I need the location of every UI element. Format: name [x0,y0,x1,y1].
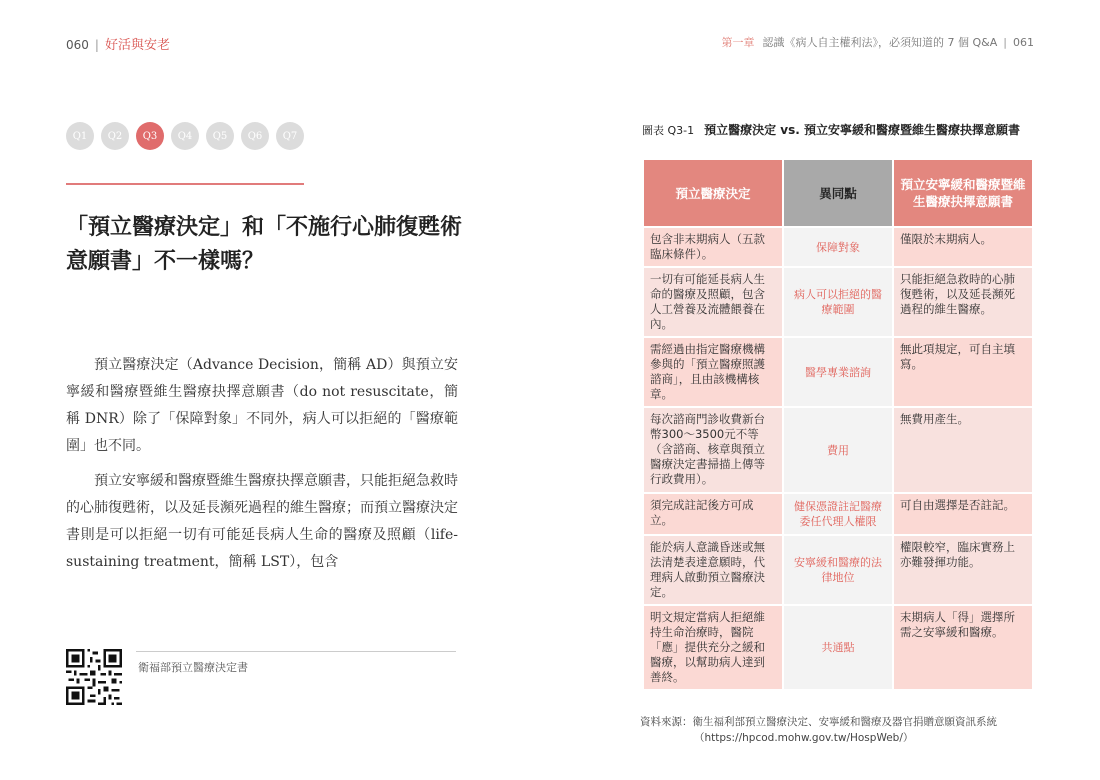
cell-dnr: 無此項規定，可自主填寫。 [894,338,1032,406]
figure-source [640,714,1040,746]
cell-ad: 一切有可能延長病人生命的醫療及照顧，包含人工營養及流體餵養在內。 [644,268,782,336]
body-paragraph-1: 預立醫療決定（Advance Decision，簡稱 AD）與預立安寧緩和醫療暨維生醫療抉擇意願書（do not resuscitate，簡稱 DNR）除了「保障對象」不同外，病人可以拒絕的「醫療範圍」也不同。 [66,357,458,454]
cell-dnr: 無費用產生。 [894,408,1032,492]
cell-ad: 包含非末期病人（五款臨床條件）。 [644,228,782,266]
table-row [644,268,1032,336]
chapter-label: 第一章 [721,36,755,49]
table-row [644,536,1032,604]
book-title: 好活與安老 [104,38,170,53]
cell-dnr: 僅限於末期病人。 [894,228,1032,266]
figure-caption: 預立醫療決定 vs. 預立安寧緩和醫療暨維生醫療抉擇意願書 [704,123,1021,137]
cell-diff: 保障對象 [784,228,892,266]
right-page-number: 061 [1013,36,1034,49]
cell-diff: 共通點 [784,606,892,689]
q2-marker: Q2 [101,122,129,150]
q4-marker: Q4 [171,122,199,150]
left-page-number: 060 [66,38,89,52]
table-header-row [644,160,1032,226]
right-page-header: 第一章 認識《病人自主權利法》，必須知道的 7 個 Q&A | 061 [721,36,1034,49]
cell-dnr: 權限較窄，臨床實務上亦難發揮功能。 [894,536,1032,604]
chapter-title: 認識《病人自主權利法》，必須知道的 7 個 Q&A [762,36,998,49]
comparison-table [642,158,1034,691]
footer-divider [136,651,456,652]
cell-dnr: 可自由選擇是否註記。 [894,494,1032,534]
q5-marker: Q5 [206,122,234,150]
q7-marker: Q7 [276,122,304,150]
cell-diff: 費用 [784,408,892,492]
col-header-ad: 預立醫療決定 [644,160,782,226]
q3-marker-active: Q3 [136,122,164,150]
q6-marker: Q6 [241,122,269,150]
cell-ad: 每次諮商門診收費新台幣300～3500元不等（含諮商、核章與預立醫療決定書掃描上傳等行政費用）。 [644,408,782,492]
cell-ad: 需經過由指定醫療機構參與的「預立醫療照護諮商」，且由該機構核章。 [644,338,782,406]
cell-dnr: 只能拒絕急救時的心肺復甦術，以及延長瀕死過程的維生醫療。 [894,268,1032,336]
body-paragraph-2: 預立安寧緩和醫療暨維生醫療抉擇意願書，只能拒絕急救時的心肺復甦術，以及延長瀕死過程的維生醫療；而預立醫療決定書則是可以拒絕一切有可能延長病人生命的醫療及照顧（life-sustaining treatment，簡稱 LST），包含 [66,473,458,570]
source-text: 資料來源：衛生福利部預立醫療決定、安寧緩和醫療及器官捐贈意願資訊系統 [640,716,997,728]
cell-diff: 醫學專業諮詢 [784,338,892,406]
body-text [66,352,458,584]
source-url: （https://hpcod.mohw.gov.tw/HospWeb/） [694,732,914,744]
page-title: 「預立醫療決定」和「不施行心肺復甦術意願書」不一樣嗎？ [66,214,463,274]
heading-divider [66,183,304,185]
cell-diff: 病人可以拒絕的醫療範圍 [784,268,892,336]
left-page-header: 060 | 好活與安老 [66,38,170,53]
cell-diff: 安寧緩和醫療的法律地位 [784,536,892,604]
cell-dnr: 末期病人「得」選擇所需之安寧緩和醫療。 [894,606,1032,689]
col-header-diff: 異同點 [784,160,892,226]
q1-marker: Q1 [66,122,94,150]
table-row [644,606,1032,689]
table-row [644,408,1032,492]
cell-ad: 能於病人意識昏迷或無法清楚表達意願時，代理病人啟動預立醫療決定。 [644,536,782,604]
table-row [644,494,1032,534]
cell-ad: 須完成註記後方可成立。 [644,494,782,534]
table-row [644,228,1032,266]
footer-caption: 衛福部預立醫療決定書 [138,661,248,674]
figure-title [642,121,1020,138]
figure-label: 圖表 Q3-1 [642,124,695,137]
cell-diff: 健保憑證註記醫療委任代理人權限 [784,494,892,534]
table-row [644,338,1032,406]
cell-ad: 明文規定當病人拒絕維持生命治療時，醫院「應」提供充分之緩和醫療，以幫助病人達到善終。 [644,606,782,689]
qr-code-icon [66,649,122,705]
question-navigator [66,122,304,150]
col-header-dnr: 預立安寧緩和醫療暨維生醫療抉擇意願書 [894,160,1032,226]
